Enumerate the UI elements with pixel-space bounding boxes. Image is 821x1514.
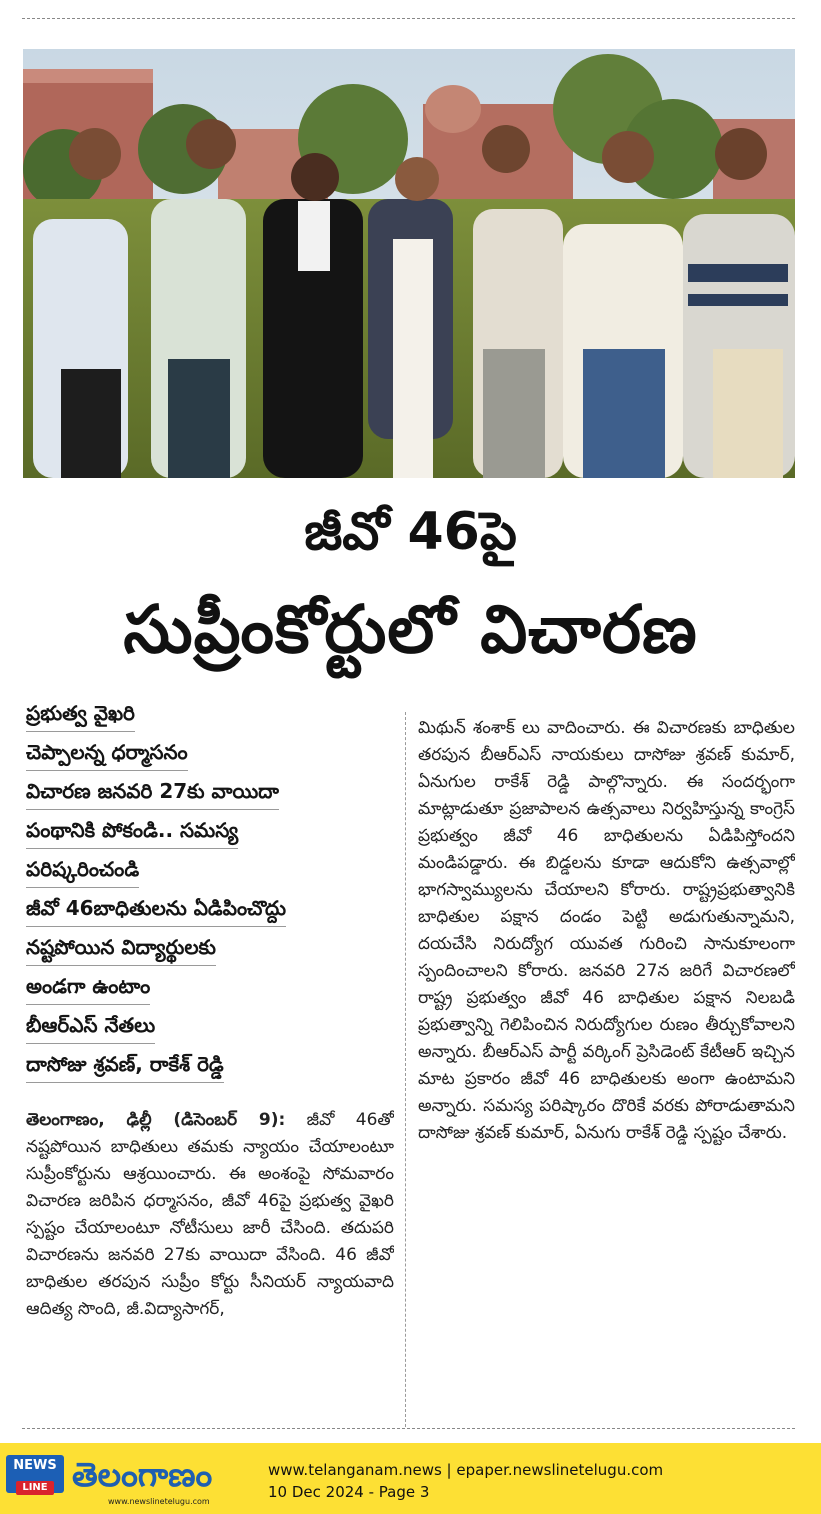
article-column-right bbox=[418, 715, 795, 1345]
article-body-left bbox=[26, 1107, 394, 1323]
top-divider bbox=[22, 18, 795, 19]
subhead: ప్రభుత్వ వైఖరి bbox=[26, 698, 135, 732]
subhead: పరిష్కరించండి bbox=[26, 854, 139, 888]
headline-line-1: జీవో 46పై bbox=[304, 502, 517, 562]
subhead: జీవో 46బాధితులను ఏడిపించొద్దు bbox=[26, 893, 286, 927]
article-column-left bbox=[26, 1107, 394, 1425]
article-text-left: జీవో 46తో నష్టపోయిన బాధితులు తమకు న్యాయం చేయాలంటూ సుప్రీంకోర్టును ఆశ్రయించారు. ఈ అంశంపై సోమవారం విచారణ జరిపిన ధర్మాసనం, జీవో 46పై ప్రభుత్వ వైఖరి స్పష్టం చేయాలంటూ నోటీసులు జారీ చేసింది. తదుపరి విచారణను జనవరి 27కు వాయిదా వేసింది. 46 జీవో బాధితుల తరపున సుప్రీం కోర్టు సీనియర్ న్యాయవాది ఆదిత్య సొంది, జీ.విద్యాసాగర్, bbox=[26, 1110, 394, 1319]
footer-date-page: 10 Dec 2024 - Page 3 bbox=[268, 1483, 430, 1501]
column-divider bbox=[405, 712, 406, 1427]
subhead: దాసోజు శ్రవణ్, రాకేశ్ రెడ్డి bbox=[26, 1049, 224, 1083]
subhead: విచారణ జనవరి 27కు వాయిదా bbox=[26, 776, 279, 810]
subhead: పంథానికి పోకండి.. సమస్య bbox=[26, 815, 238, 849]
subhead: బీఆర్ఎస్ నేతలు bbox=[26, 1010, 155, 1044]
subhead: చెప్పాలన్న ధర్మాసనం bbox=[26, 737, 188, 771]
footer-bar bbox=[0, 1443, 821, 1514]
subhead: అండగా ఉంటాం bbox=[26, 971, 150, 1005]
brand-site-url: www.newslinetelugu.com bbox=[108, 1497, 210, 1506]
logo-news-text: NEWS bbox=[13, 1458, 57, 1473]
telanganam-logo[interactable]: తెలంగాణం bbox=[72, 1455, 213, 1494]
footer-urls[interactable]: www.telanganam.news | epaper.newslinetelugu.com bbox=[268, 1461, 664, 1479]
subhead: నష్టపోయిన విద్యార్థులకు bbox=[26, 932, 216, 966]
article-body-right: మిథున్ శంశాక్ లు వాదించారు. ఈ విచారణకు బాధితుల తరపున బీఆర్ఎస్ నాయకులు దాసోజు శ్రవణ్ కుమార్, ఏనుగుల రాకేశ్ రెడ్డి పాల్గొన్నారు. ఈ సందర్భంగా మాట్లాడుతూ ప్రజాపాలన ఉత్సవాలు నిర్వహిస్తున్న కాంగ్రెస్ ప్రభుత్వం జీవో 46 బాధితులను ఏడిపిస్తోందని మండిపడ్డారు. ఈ బిడ్డలను కూడా ఆదుకోని ఉత్సవాల్లో భాగస్వామ్యులను చేయాలని కోరారు. రాష్ట్రప్రభుత్వానికి బాధితుల పక్షాన దండం పెట్టి అడుగుతున్నామని, దయచేసి నిరుద్యోగ యువత గురించి సానుకూలంగా స్పందించాలని కోరారు. జనవరి 27న జరిగే విచారణలో రాష్ట్ర ప్రభుత్వం జీవో 46 బాధితుల పక్షాన నిలబడి ప్రభుత్వాన్ని గెలిపించిన నిరుద్యోగుల రుణం తీర్చుకోవాలని అన్నారు. బీఆర్ఎస్ పార్టీ వర్కింగ్ ప్రెసిడెంట్ కేటీఆర్ ఇచ్చిన మాట ప్రకారం జీవో 46 బాధితులకు అంగా ఉంటామని అన్నారు. సమస్య పరిష్కారం దొరికే వరకు పోరాడుతామని దాసోజు శ్రవణ్ కుమార్, ఏనుగు రాకేశ్ రెడ్డి స్పష్టం చేశారు. bbox=[418, 718, 795, 1143]
bottom-divider bbox=[22, 1428, 795, 1429]
dateline: తెలంగాణం, ఢిల్లీ (డిసెంబర్ 9): bbox=[26, 1110, 286, 1130]
logo-line-text: LINE bbox=[16, 1481, 53, 1495]
subheads-list bbox=[26, 698, 396, 1088]
group-photo bbox=[23, 49, 795, 478]
headline-line-2: సుప్రీంకోర్టులో విచారణ bbox=[123, 591, 698, 668]
newsline-logo[interactable] bbox=[6, 1455, 64, 1493]
